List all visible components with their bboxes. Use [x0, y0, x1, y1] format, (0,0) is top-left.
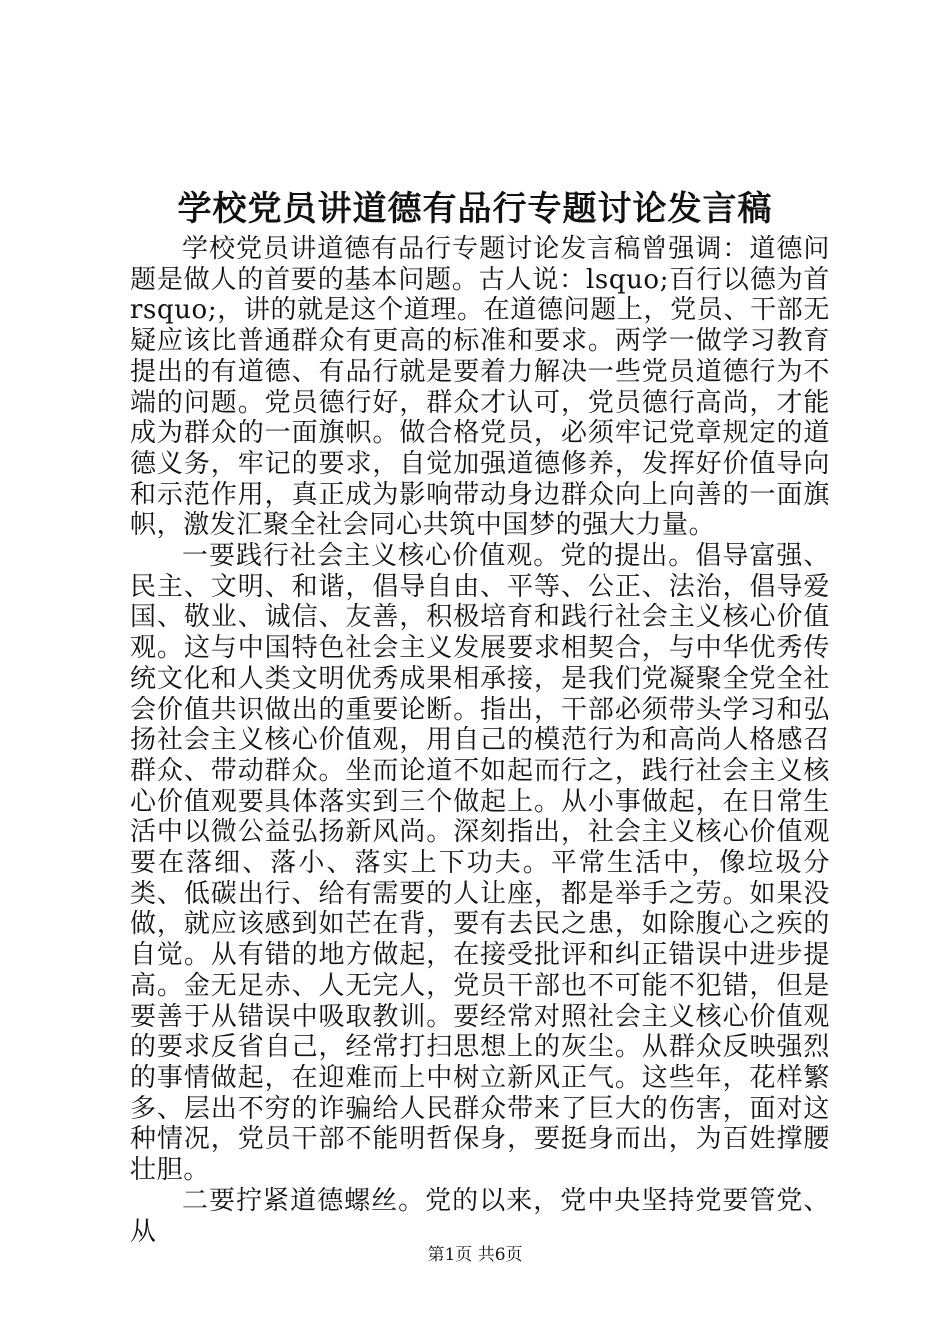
paragraph-core-values: 一要践行社会主义核心价值观。党的提出。倡导富强、民主、文明、和谐，倡导自由、平等、公正、法治，倡导爱国、敬业、诚信、友善，积极培育和践行社会主义核心价值观。这与中国特色社会主义发展要求相契合，与中华优秀传统文化和人类文明优秀成果相承接，是我们党凝聚全党全社会价值共识做出的重要论断。指出，干部必须带头学习和弘扬社会主义核心价值观，用自己的模范行为和高尚人格感召群众、带动群众。坐而论道不如起而行之，践行社会主义核心价值观要具体落实到三个做起上。从小事做起，在日常生活中以微公益弘扬新风尚。深刻指出，社会主义核心价值观要在落细、落小、落实上下功夫。平常生活中，像垃圾分类、低碳出行、给有需要的人让座，都是举手之劳。如果没做，就应该感到如芒在背，要有去民之患，如除腹心之疾的自觉。从有错的地方做起，在接受批评和纠正错误中进步提高。金无足赤、人无完人，党员干部也不可能不犯错，但是要善于从错误中吸取教训。要经常对照社会主义核心价值观的要求反省自己，经常打扫思想上的灰尘。从群众反映强烈的事情做起，在迎难而上中树立新风正气。这些年，花样繁多、层出不穷的诈骗给人民群众带来了巨大的伤害，面对这种情况，党员干部不能明哲保身，要挺身而出，为百姓撑腰壮胆。	[130, 541, 830, 1186]
page-number-footer: 第1页 共6页	[427, 1245, 523, 1265]
paragraph-moral-screws: 二要拧紧道德螺丝。党的以来，党中央坚持党要管党、从	[130, 1185, 830, 1247]
paragraph-intro: 学校党员讲道德有品行专题讨论发言稿曾强调：道德问题是做人的首要的基本问题。古人说：lsquo;百行以德为首rsquo;，讲的就是这个道理。在道德问题上，党员、干部无疑应该比普通群众有更高的标准和要求。两学一做学习教育提出的有道德、有品行就是要着力解决一些党员道德行为不端的问题。党员德行好，群众才认可，党员德行高尚，才能成为群众的一面旗帜。做合格党员，必须牢记党章规定的道德义务，牢记的要求，自觉加强道德修养，发挥好价值导向和示范作用，真正成为影响带动身边群众向上向善的一面旗帜，激发汇聚全社会同心共筑中国梦的强大力量。	[130, 234, 830, 541]
document-title: 学校党员讲道德有品行专题讨论发言稿	[177, 189, 773, 229]
document-body	[130, 234, 830, 1247]
